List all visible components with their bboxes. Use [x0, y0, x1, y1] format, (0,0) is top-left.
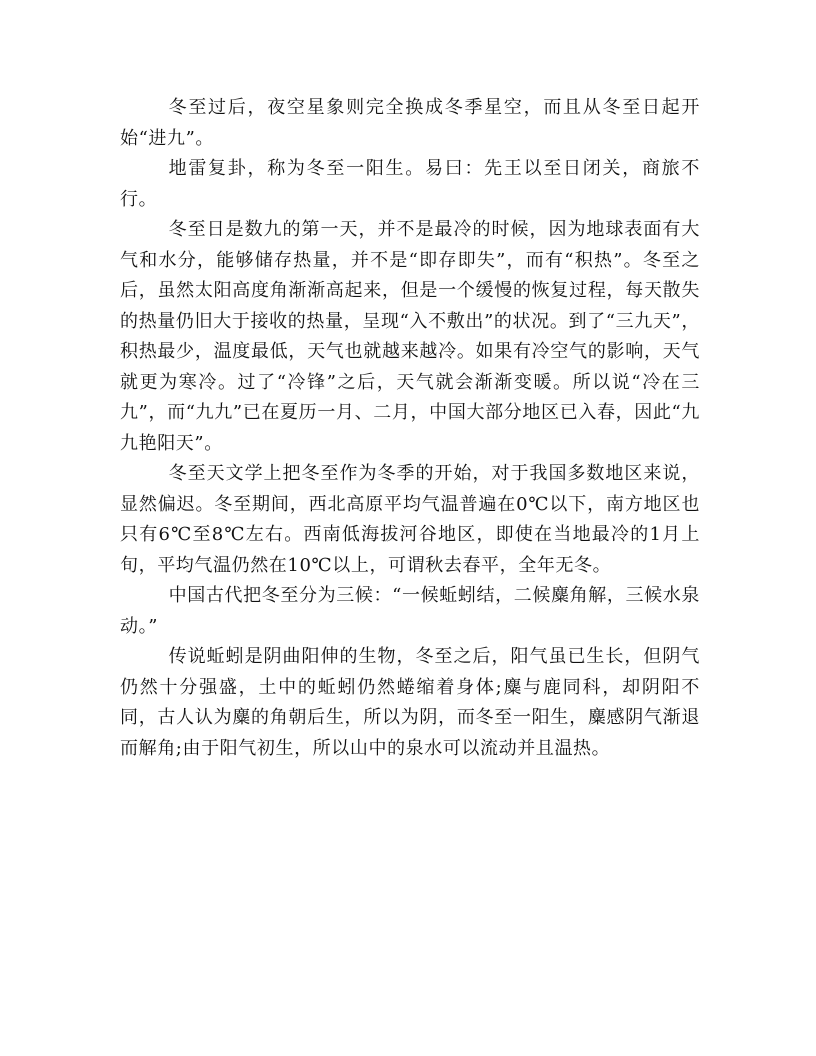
paragraph-winter-sky: 冬至过后，夜空星象则完全换成冬季星空，而且从冬至日起开始“进九”。	[120, 97, 700, 149]
paragraph-three-phenology: 中国古代把冬至分为三候：“一候蚯蚓结，二候麋角解，三候水泉动。”	[120, 585, 700, 637]
document-body	[120, 93, 700, 764]
paragraph-winter-start: 冬至天文学上把冬至作为冬季的开始，对于我国多数地区来说，显然偏迟。冬至期间，西北高原平均气温普遍在0℃以下，南方地区也只有6℃至8℃左右。西南低海拔河谷地区，即使在当地最冷的1月上旬，平均气温仍然在10℃以上，可谓秋去春平，全年无冬。	[120, 463, 700, 576]
paragraph-legend-earthworm: 传说蚯蚓是阴曲阳伸的生物，冬至之后，阳气虽已生长，但阴气仍然十分强盛，土中的蚯蚓仍然蜷缩着身体;麋与鹿同科，却阴阳不同，古人认为麋的角朝后生，所以为阴，而冬至一阳生，麋感阴气渐退而解角;由于阳气初生，所以山中的泉水可以流动并且温热。	[120, 646, 700, 759]
paragraph-counting-nines: 冬至日是数九的第一天，并不是最冷的时候，因为地球表面有大气和水分，能够储存热量，并不是“即存即失”，而有“积热”。冬至之后，虽然太阳高度角渐渐高起来，但是一个缓慢的恢复过程，每天散失的热量仍旧大于接收的热量，呈现“入不敷出”的状况。到了“三九天”，积热最少，温度最低，天气也就越来越冷。如果有冷空气的影响，天气就更为寒冷。过了“冷锋”之后，天气就会渐渐变暖。所以说“冷在三九”，而“九九”已在夏历一月、二月，中国大部分地区已入春，因此“九九艳阳天”。	[120, 219, 700, 454]
paragraph-fu-hexagram: 地雷复卦，称为冬至一阳生。易曰：先王以至日闭关，商旅不行。	[120, 158, 700, 210]
